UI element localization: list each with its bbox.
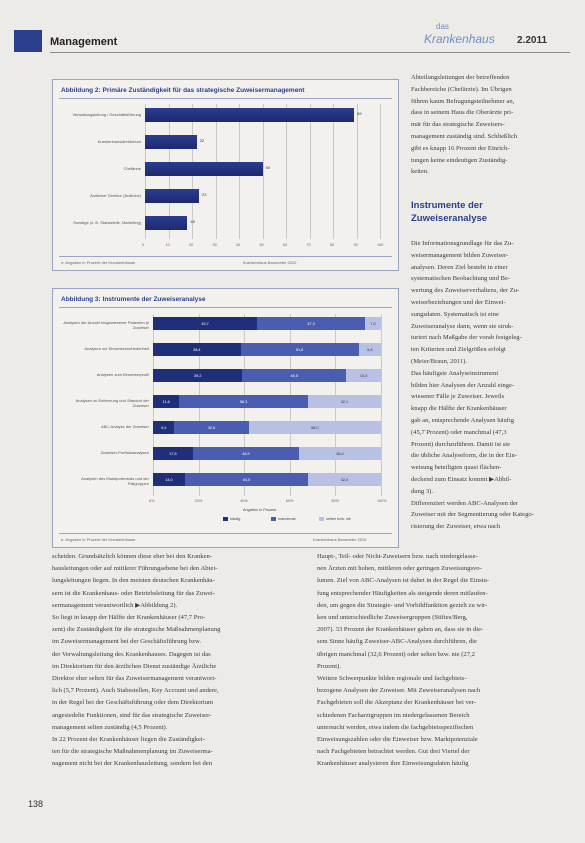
- figure-3-category-label: Zuweiser-Portfolioanalysen: [100, 450, 149, 455]
- figure-2-tick-label: 0: [142, 243, 145, 247]
- figure-3-stacked-bar: [153, 447, 381, 460]
- figure-2-gridline: [380, 104, 381, 239]
- figure-2-tick-label: 10: [165, 243, 170, 247]
- figure-3-bar-segment: 14,0: [153, 473, 185, 486]
- figure-3-bar-segment: 32,6: [174, 421, 248, 434]
- figure-2-value-label: 89: [357, 111, 362, 116]
- figure-2-value-label: 50: [265, 165, 270, 170]
- subheading-line-1: Instrumente der: [411, 200, 483, 211]
- text-line: analysen. Deren Ziel besteht in einer: [411, 263, 508, 271]
- legend-swatch: [319, 517, 324, 521]
- text-line: deckend zum Einsatz kommt ▶Abbil-: [411, 476, 512, 483]
- figure-3-bar-segment: 58,0: [249, 421, 381, 434]
- text-line: lungsleitungen liegen. In den meisten deutschen Krankenhäu-: [52, 577, 215, 585]
- figure-3-gridline: [381, 314, 382, 496]
- text-line: Differenziert werden ABC-Analysen der: [411, 499, 518, 507]
- figure-2-tick-label: 70: [306, 243, 311, 247]
- text-line: übrigen manchmal (32,6 Prozent) oder selten bzw. nie (27,2: [317, 650, 475, 658]
- figure-2-tick-label: 40: [236, 243, 241, 247]
- text-line: fung entsprechender Häufigkeiten als steigende deren mitlaufen-: [317, 589, 488, 597]
- text-line: sermanagement verantwortlich ▶Abbildung 2).: [52, 601, 178, 609]
- text-line: management selten zuständig (4,5 Prozent).: [52, 723, 168, 731]
- text-line: scheiden. Grundsätzlich können diese eher bei den Kranken-: [52, 553, 213, 560]
- text-line: führen kaum Befragungsteilnehmer an,: [411, 97, 515, 105]
- text-line: Zuweiser mit der Segmentierung oder Katego-: [411, 511, 534, 519]
- text-line: die übliche Analyseform, die in der Ein-: [411, 452, 518, 460]
- section-title: Management: [50, 36, 118, 48]
- text-line: Fachbereiche (Chefärzte). Im Übrigen: [411, 85, 512, 93]
- figure-3-legend-item: [223, 517, 240, 521]
- figure-3-bar-segment: 54,0: [185, 473, 308, 486]
- figure-3-stacked-bar: [153, 395, 381, 408]
- section-marker: [14, 30, 42, 52]
- text-line: Zuweiseranalyse dann, wenn sie struk-: [411, 322, 514, 330]
- figure-2-footer-rule: [59, 256, 392, 257]
- text-line: (45,7 Prozent) oder manchmal (47,3: [411, 428, 507, 436]
- text-line: ken und unterschiedliche Zuweisergruppen (Stiftes/Berg,: [317, 614, 468, 621]
- text-line: lumen. Ziel von ABC-Analysen ist dabei in der Regel die Einstu-: [317, 577, 489, 585]
- page-number: 138: [28, 799, 44, 809]
- figure-3-category-label: Analysen der Anzahl eingewiesener Patienten je Zuweiser: [63, 320, 149, 330]
- figure-3-footer-rule: [59, 533, 392, 534]
- figure-2-bar: [145, 135, 197, 149]
- figure-2-gridline: [357, 104, 358, 239]
- figure-3-legend-title: Angaben in Prozent: [243, 508, 277, 512]
- text-line: schiedenen Facharztgruppen im niedergelassenen Bereich: [317, 711, 470, 719]
- header-rule: [50, 52, 570, 53]
- figure-2-tick-label: 60: [283, 243, 288, 247]
- figure-3-bar-segment: 32,0: [308, 473, 381, 486]
- figure-2-value-label: 18: [190, 219, 195, 224]
- text-line: So liegt in knapp der Hälfte der Krankenhäuser (47,7 Pro-: [52, 614, 206, 621]
- text-line: weisung beteiligten quasi flächen-: [411, 464, 502, 472]
- legend-swatch: [223, 517, 228, 521]
- magazine-logo: Krankenhaus: [424, 32, 495, 46]
- figure-3-bar-segment: 46,5: [193, 447, 299, 460]
- figure-3-bar-segment: 36,0: [299, 447, 381, 460]
- text-line: zent) die Zuständigkeit für die strategische Maßnahmenplanung: [52, 626, 221, 634]
- text-line: Die Informationsgrundlage für das Zu-: [411, 240, 514, 247]
- text-line: turiert nach Maßgabe der vorab festgeleg-: [411, 334, 522, 342]
- figure-3-bar-segment: 38,4: [153, 343, 241, 356]
- figure-3-tick-label: 60%: [285, 499, 294, 503]
- figure-3-category-label: Analysen zur Einweiserzufriedenheit: [84, 346, 149, 351]
- figure-3-bar-segment: 39,2: [153, 369, 242, 382]
- figure-3-stacked-bar: [153, 421, 381, 434]
- subheading-line-2: Zuweiseranalyse: [411, 213, 488, 224]
- text-line: Direktor eher selten für das Zuweisermanagement verantwort-: [52, 675, 217, 682]
- text-line: ten für die strategische Maßnahmenplanung im Zuweiserma-: [52, 748, 213, 756]
- figure-3-stacked-bar: [153, 369, 381, 382]
- text-line: den, um gegen die Strategie- und Vorbildfunktion gezielt zu wir-: [317, 601, 488, 609]
- text-line: gibt es knapp 16 Prozent der Einrich-: [411, 144, 510, 152]
- text-line: mär für das strategische Zuweisers-: [411, 121, 505, 129]
- text-line: Weitere Schwerpunkte bilden regionale und fachgebiets-: [317, 675, 467, 682]
- text-line: systematischen Beobachtung und Be-: [411, 275, 511, 283]
- text-line: Prozent).: [317, 662, 341, 670]
- legend-label: selten bzw. nie: [326, 517, 351, 521]
- figure-3-bar-segment: 32,1: [308, 395, 381, 408]
- figure-3-bar-segment: 56,3: [179, 395, 307, 408]
- figure-3-tick-label: 20%: [194, 499, 203, 503]
- text-line: tungen keine eindeutigen Zuständig-: [411, 156, 508, 164]
- text-line: nach Fachgebieten betrachtet werden. Gut drei Viertel der: [317, 748, 470, 756]
- figure-2-gridline: [333, 104, 334, 239]
- figure-3: [52, 288, 399, 548]
- text-line: bezogene Analysen der Zuweiser. Mit Zuweiseranalysen nach: [317, 687, 481, 695]
- figure-2-category-label: Verwaltungsleitung / Geschäftsführung: [72, 112, 141, 117]
- figure-3-tick-label: 0%: [149, 499, 155, 503]
- legend-label: manchmal: [278, 517, 296, 521]
- text-line: Krankenhäuser analysieren ihre Einweisungsdaten häufig: [317, 760, 469, 768]
- text-line: sungsdaten. Systematisch ist eine: [411, 310, 499, 318]
- text-line: Prozent) durchzuführen. Damit ist sie: [411, 440, 511, 448]
- figure-3-bar-segment: 17,5: [153, 447, 193, 460]
- legend-label: häufig: [230, 517, 241, 521]
- figure-3-tick-label: 40%: [240, 499, 248, 503]
- text-line: weisermanagement bilden Zuweiser-: [411, 251, 509, 259]
- figure-3-plot: [53, 289, 398, 547]
- text-line: gab an, entsprechende Analysen häufig: [411, 417, 515, 424]
- text-line: knapp die Hälfte der Krankenhäuser: [411, 405, 507, 413]
- figure-2-tick-label: 100: [377, 243, 384, 247]
- text-line: Einweisungszahlen oder die Einweiser bzw. Marktpotenziale: [317, 736, 478, 743]
- text-line: Das häufigste Analyseinstrument: [411, 369, 499, 377]
- figure-2-note: Krankenhaus Barometer 2010: [243, 260, 297, 265]
- figure-2-category-label: Chefärzte: [123, 166, 141, 171]
- figure-3-bar-segment: 11,6: [153, 395, 179, 408]
- text-line: ten Kriterien und Zielgrößen erfolgt: [411, 346, 506, 354]
- figure-3-bar-segment: 15,3: [346, 369, 381, 382]
- figure-3-category-label: Analysen zum Einweiserprofil: [96, 372, 149, 377]
- logo-prefix: das: [436, 22, 449, 31]
- figure-2-bar: [145, 108, 354, 122]
- figure-2-tick-label: 90: [353, 243, 358, 247]
- figure-2-category-label: Sonstige (z. B. Stabsstelle, Marketing): [73, 220, 141, 225]
- figure-2-gridline: [310, 104, 311, 239]
- text-line: bilden hier Analysen der Anzahl einge-: [411, 381, 515, 389]
- figure-2-bar: [145, 189, 199, 203]
- text-line: dung 3).: [411, 487, 433, 495]
- figure-2-tick-label: 50: [259, 243, 264, 247]
- figure-3-source: n: Angaben in Prozent der Krankenhäuser: [61, 537, 136, 542]
- text-line: untersucht werden, etwa indem die fachgebietsspezifischen: [317, 723, 474, 731]
- figure-2-bar: [145, 162, 263, 176]
- figure-3-category-label: Analysen des Marktpotenzials und der Fallgruppen: [81, 476, 149, 486]
- figure-3-tick-label: 80%: [331, 499, 339, 503]
- figure-3-legend-item: [319, 517, 351, 521]
- figure-2-title: Abbildung 2: Primäre Zuständigkeit für das strategische Zuweisermanagement: [61, 87, 305, 94]
- figure-2-category-label: Ärztlicher Direktor (Ärztliche): [90, 193, 141, 198]
- figure-3-bar-segment: 47,3: [257, 317, 365, 330]
- legend-swatch: [271, 517, 276, 521]
- figure-3-bar-segment: 45,7: [153, 317, 257, 330]
- figure-2-tick-label: 30: [212, 243, 217, 247]
- text-line: hausleitungen oder auf mittlerer Führungsebene bei den Abtei-: [52, 565, 218, 573]
- text-line: Haupt-, Teil- oder Nicht-Zuweisern bzw. nach niedergelasse-: [317, 553, 478, 560]
- figure-2-source: n: Angaben in Prozent der Krankenhäuser: [61, 260, 136, 265]
- text-line: sern ist die Krankenhaus- oder Betriebsleitung für das Zuwei-: [52, 589, 215, 597]
- figure-2-bar: [145, 216, 187, 230]
- text-line: in der Regel bei der Geschäftsführung oder dem Direktorium: [52, 699, 214, 707]
- figure-2: [52, 79, 399, 271]
- text-line: im Zuweisermanagement bei der Geschäftsführung bzw.: [52, 638, 201, 646]
- figure-3-category-label: ABC-Analyse der Zuweiser: [100, 424, 149, 429]
- text-line: 2007). 33 Prozent der Krankenhäuser gaben an, dass sie in die-: [317, 626, 484, 634]
- figure-3-title: Abbildung 3: Instrumente der Zuweiseranalyse: [61, 296, 206, 303]
- figure-3-stacked-bar: [153, 473, 381, 486]
- figure-3-bar-segment: 7,0: [365, 317, 381, 330]
- figure-2-gridline: [263, 104, 264, 239]
- text-line: weiserbeziehungen und der Einwei-: [411, 299, 506, 306]
- text-line: der Verwaltungsleitung des Krankenhauses. Dagegen ist das: [52, 650, 211, 658]
- figure-2-plot: [53, 80, 398, 270]
- figure-2-tick-label: 20: [189, 243, 194, 247]
- figure-3-note: Krankenhaus Barometer 2010: [313, 537, 367, 542]
- text-line: management zuständig sind. Schließlich: [411, 133, 518, 140]
- figure-3-tick-label: 100%: [377, 499, 387, 503]
- figure-3-legend-item: [271, 517, 296, 521]
- figure-3-stacked-bar: [153, 343, 381, 356]
- text-line: nagement nicht bei der Krankenhausleitung, sondern bei den: [52, 760, 213, 768]
- figure-2-value-label: 23: [202, 192, 207, 197]
- text-line: lich (5,7 Prozent). Auch Stabsstellen, Key Account und andere,: [52, 687, 219, 695]
- figure-2-value-label: 22: [199, 138, 205, 143]
- text-line: wiesener Fälle je Zuweiser. Jeweils: [411, 393, 505, 401]
- text-line: sem Sinne häufig Zuweiser-ABC-Analysen durchführen, die: [317, 638, 477, 646]
- issue-number: 2.2011: [517, 35, 548, 46]
- figure-2-tick-label: 80: [330, 243, 335, 247]
- figure-3-stacked-bar: [153, 317, 381, 330]
- text-line: nen Ärzten mit hohen, mittleren oder geringen Zuweisungsvo-: [317, 565, 482, 573]
- figure-2-gridline: [286, 104, 287, 239]
- text-line: Fachgebieten soll die Akzeptanz der Krankenhäuser bei ver-: [317, 699, 476, 707]
- text-line: wertung des Zuweiserverhaltens, der Zu-: [411, 287, 520, 295]
- text-line: im Direktorium für den ärztlichen Dienst zuständige Ärztliche: [52, 662, 217, 670]
- text-line: angesiedelte Funktionen, sind für das strategische Zuweiser-: [52, 711, 212, 719]
- figure-3-bar-segment: 9,8: [359, 343, 381, 356]
- figure-2-category-label: Krankenhausdirektorium: [97, 139, 141, 144]
- text-line: (Meier/Braun, 2011).: [411, 358, 467, 365]
- text-line: dass in seinem Haus die Oberärzte pri-: [411, 109, 514, 117]
- figure-3-bar-segment: 51,8: [241, 343, 359, 356]
- text-line: In 22 Prozent der Krankenhäuser liegen die Zuständigkei-: [52, 736, 205, 743]
- figure-3-category-label: Analysen zu Entfernung und Standort der Zuweiser: [75, 398, 149, 408]
- text-line: risierung der Zuweiser, etwa nach: [411, 523, 501, 531]
- text-line: keiten.: [411, 168, 429, 176]
- figure-3-bar-segment: 9,4: [153, 421, 174, 434]
- figure-3-bar-segment: 45,5: [242, 369, 346, 382]
- text-line: Abteilungsleitungen der betreffenden: [411, 74, 510, 81]
